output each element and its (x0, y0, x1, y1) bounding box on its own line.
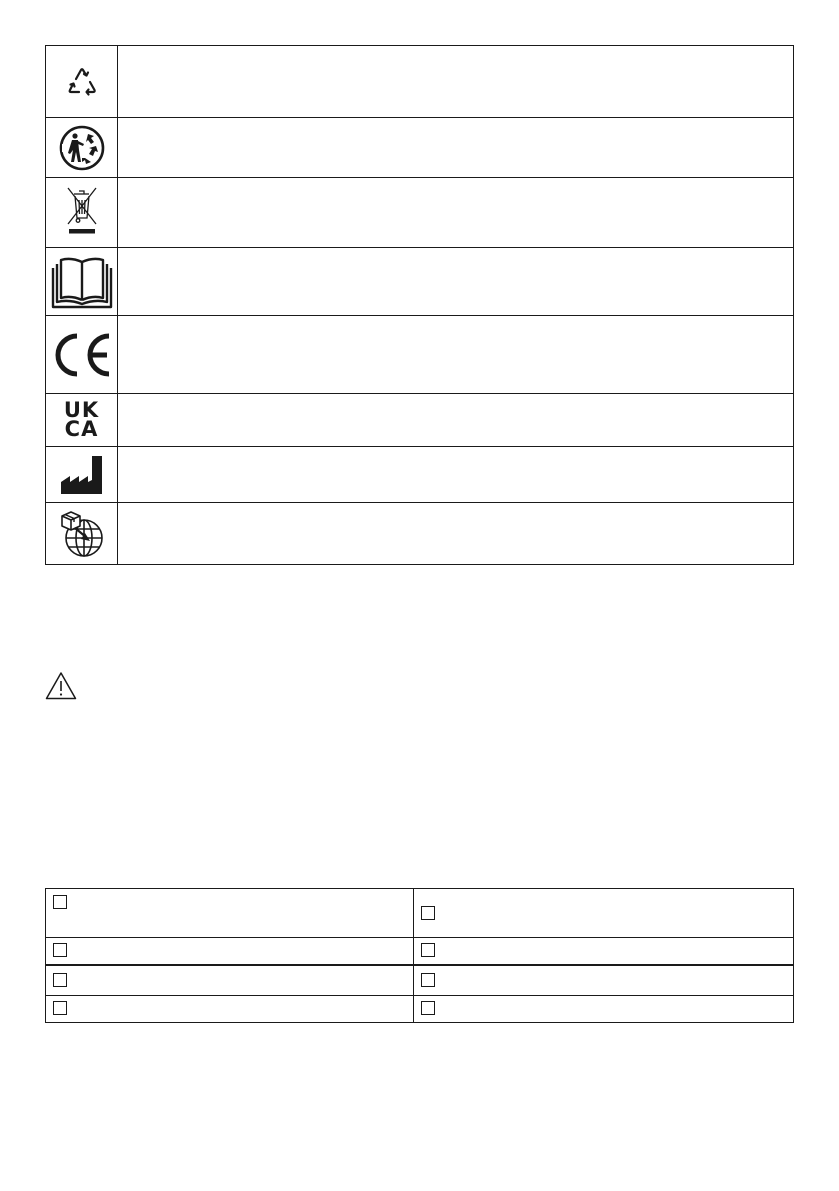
manufacturer-factory-icon (58, 454, 106, 496)
symbol-row-recycle (46, 46, 793, 117)
checkbox[interactable] (53, 895, 67, 909)
symbol-icon-cell (46, 248, 118, 315)
symbol-icon-cell (46, 503, 118, 564)
checkbox-cell (46, 995, 414, 1022)
symbol-icon-cell (46, 118, 118, 177)
ce-mark-icon (51, 331, 113, 379)
crossed-out-wheelie-bin-icon (62, 184, 102, 242)
symbol-text (118, 178, 793, 247)
warning-triangle-icon (45, 671, 77, 700)
symbol-row-weee (46, 177, 793, 247)
ukca-line-1: UK (63, 398, 100, 422)
checkbox-cell (414, 937, 793, 964)
checkbox-cell (414, 995, 793, 1022)
symbol-icon-cell (46, 447, 118, 502)
symbols-table (45, 45, 794, 565)
symbol-text (118, 316, 793, 393)
symbol-row-manual (46, 247, 793, 315)
checkbox[interactable] (53, 1001, 67, 1015)
read-manual-book-icon (51, 254, 113, 310)
symbol-text (118, 248, 793, 315)
checkbox[interactable] (421, 1001, 435, 1015)
importer-globe-package-icon (56, 508, 108, 560)
triman-recycling-icon (58, 124, 106, 172)
checkbox[interactable] (421, 973, 435, 987)
ukca-line-2: CA (64, 417, 99, 441)
checkbox-row (46, 889, 793, 937)
checkbox[interactable] (53, 943, 67, 957)
symbol-row-triman (46, 117, 793, 177)
recycle-triangle-icon (62, 62, 102, 102)
symbol-row-manufacturer (46, 446, 793, 502)
symbol-icon-cell (46, 394, 118, 446)
checkbox-cell (414, 964, 793, 995)
checkbox-row (46, 964, 793, 995)
symbol-row-ukca (46, 393, 793, 446)
checkbox-cell (46, 937, 414, 964)
checkbox[interactable] (53, 973, 67, 987)
checkbox[interactable] (421, 906, 435, 920)
checkbox-table (45, 888, 794, 1023)
symbol-row-ce (46, 315, 793, 393)
symbol-text (118, 118, 793, 177)
checkbox-cell (46, 964, 414, 995)
symbol-text (118, 46, 793, 117)
symbol-icon-cell (46, 46, 118, 117)
symbol-text (118, 503, 793, 564)
checkbox-row (46, 995, 793, 1022)
symbol-icon-cell (46, 316, 118, 393)
checkbox[interactable] (421, 943, 435, 957)
symbol-icon-cell (46, 178, 118, 247)
ukca-mark-icon (63, 398, 100, 441)
checkbox-cell (46, 889, 414, 937)
checkbox-row (46, 937, 793, 964)
symbol-row-importer (46, 502, 793, 564)
checkbox-cell (414, 889, 793, 937)
symbol-text (118, 394, 793, 446)
symbol-text (118, 447, 793, 502)
